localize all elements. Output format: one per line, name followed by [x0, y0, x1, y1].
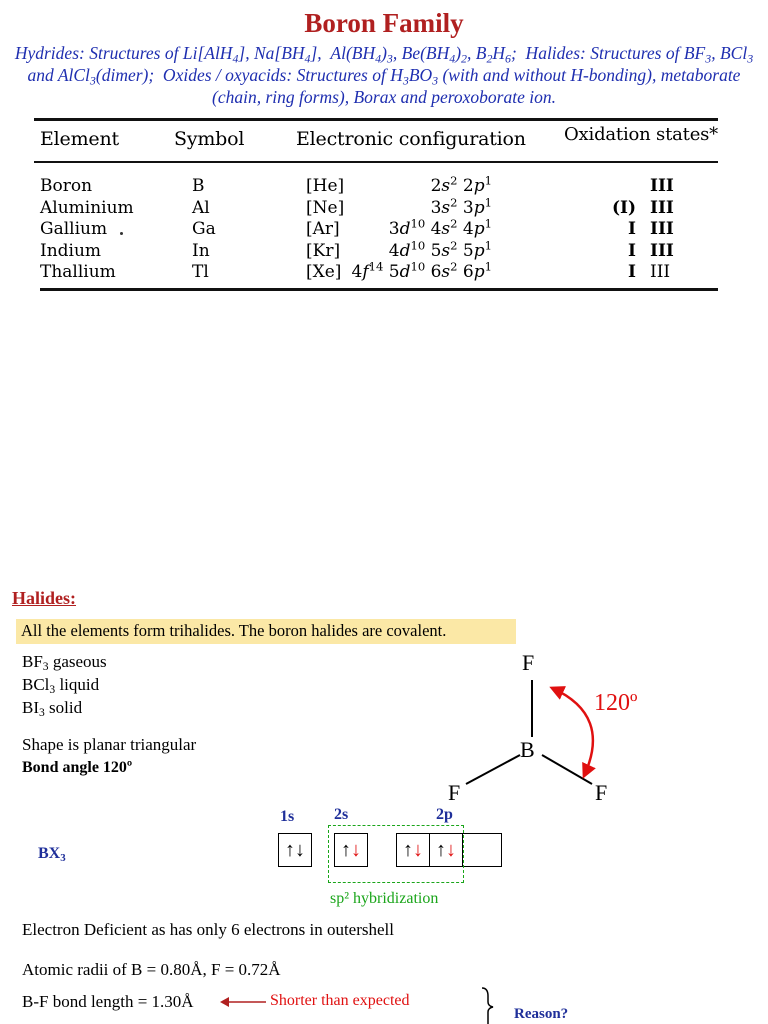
config-boron: $2s^2$ $2p^1$ — [430, 173, 492, 196]
ox-low-cell: (I) — [611, 197, 636, 218]
symbol-cell: Al — [192, 197, 210, 218]
table-row: Thallium — [40, 262, 116, 282]
config-gallium: $3d^{10}$ $4s^2$ $4p^1$ — [388, 216, 492, 239]
core-cell: [He] — [306, 176, 345, 196]
header-configuration: Electronic configuration — [296, 128, 526, 150]
bcl3-state: BCl$_3$ liquid — [22, 675, 100, 697]
column-core — [306, 176, 344, 284]
table-top-rule — [34, 118, 718, 121]
symbol-cell: In — [192, 240, 210, 261]
bi3-state: $BI_3$ solid — [22, 698, 83, 720]
config-aluminium: $3s^2$ $3p^1$ — [430, 195, 492, 218]
orbital-box-2p-3 — [462, 833, 502, 867]
bx3-label: $BX_3$ — [38, 845, 66, 865]
core-cell: [Ne] — [306, 197, 345, 218]
table-row: Aluminium — [40, 197, 134, 218]
header-symbol: Symbol — [174, 128, 245, 150]
orbital-box-2p-2: ↑↓ — [429, 833, 463, 867]
symbol-cell: Tl — [192, 262, 209, 282]
orbital-label-2s: 2s — [334, 806, 349, 823]
column-elements — [40, 176, 134, 284]
bond-angle-line: Bond angle 120º — [22, 759, 133, 776]
scan-dot — [120, 232, 123, 235]
column-valence — [346, 173, 492, 284]
table-header-rule — [34, 161, 718, 163]
orbital-label-2p: 2p — [436, 806, 453, 823]
ox-high-cell: III — [650, 197, 674, 218]
atom-b: B — [520, 737, 535, 762]
config-indium: $4d^{10}$ $5s^2$ $5p^1$ — [388, 238, 492, 261]
bond-b-f-right — [542, 755, 592, 784]
column-symbols — [192, 176, 216, 284]
bond-length-line: B-F bond length = 1.30Å — [22, 992, 194, 1011]
brace-icon — [478, 986, 498, 1024]
ox-high-cell: III — [650, 240, 674, 261]
ox-high-cell: III — [650, 176, 674, 196]
electron-deficient-line: Electron Deficient as has only 6 electrons in outershell — [22, 920, 394, 939]
highlight-text: All the elements form trihalides. The boron halides are covalent. — [21, 621, 447, 640]
bf3-state: $BF_3$ gaseous — [22, 652, 107, 674]
atomic-radii-line: Atomic radii of B = 0.80Å, F = 0.72Å — [22, 960, 281, 979]
symbol-cell: B — [192, 176, 205, 196]
page-title: Boron Family — [304, 8, 464, 38]
table-row: Gallium — [40, 219, 108, 239]
atom-f-top: F — [522, 650, 535, 675]
angle-arrow — [552, 688, 593, 776]
bond-b-f-left — [466, 755, 520, 784]
left-arrow-icon — [220, 993, 270, 1011]
header-element: Element — [40, 128, 119, 150]
ox-high-cell: III — [650, 262, 671, 282]
shorter-note: Shorter than expected — [270, 992, 410, 1009]
core-cell: [Xe] — [306, 262, 342, 282]
angle-label: 120º — [594, 690, 638, 716]
table-bottom-rule — [40, 288, 718, 291]
config-thallium: $4f^{14}$ $5d^{10}$ $6s^2$ $6p^1$ — [351, 259, 492, 282]
ox-high-cell: III — [650, 219, 674, 239]
table-row: Boron — [40, 176, 93, 196]
atom-f-right: F — [595, 780, 608, 805]
atom-f-left: F — [448, 780, 461, 805]
symbol-cell: Ga — [192, 219, 216, 239]
ox-low-cell: I — [628, 219, 636, 239]
reason-question: Reason? — [514, 1006, 569, 1022]
table-row: Indium — [40, 240, 102, 261]
sp2-hybrid-boundary — [328, 825, 464, 883]
orbital-box-1s: ↑↓ — [278, 833, 312, 867]
core-cell: [Kr] — [306, 240, 341, 261]
shape-line: Shape is planar triangular — [22, 735, 197, 754]
sp2-label: sp² hybridization — [330, 890, 439, 907]
orbital-label-1s: 1s — [280, 808, 295, 825]
column-ox-high — [650, 176, 674, 284]
ox-low-cell: I — [628, 262, 636, 282]
orbital-box-2s: ↑↓ — [334, 833, 368, 867]
ox-low-cell — [600, 176, 636, 198]
bf3-molecule-diagram — [0, 640, 768, 820]
ox-low-cell: I — [628, 240, 636, 261]
section-heading-halides: Halides: — [12, 588, 77, 608]
core-cell: [Ar] — [306, 219, 340, 239]
orbital-box-2p-1: ↑↓ — [396, 833, 430, 867]
topics-summary: Hydrides: Structures of Li[AlH$_4$], $Na[BH_4]$, $Al(BH_4)_3$, $Be(BH_4)_2$, $B_2H_6$; Halides: Structures of $BF_3$, BCl$_3$ and AlCl$_3$(dimer); Oxides / oxyacids: Structures of $H_3BO_3$ (with and without H-bonding), metaborate (chain, ring forms), Borax and peroxoborate ion. — [14, 43, 754, 107]
header-oxidation: Oxidation states* — [564, 124, 718, 145]
column-ox-low — [600, 176, 636, 284]
